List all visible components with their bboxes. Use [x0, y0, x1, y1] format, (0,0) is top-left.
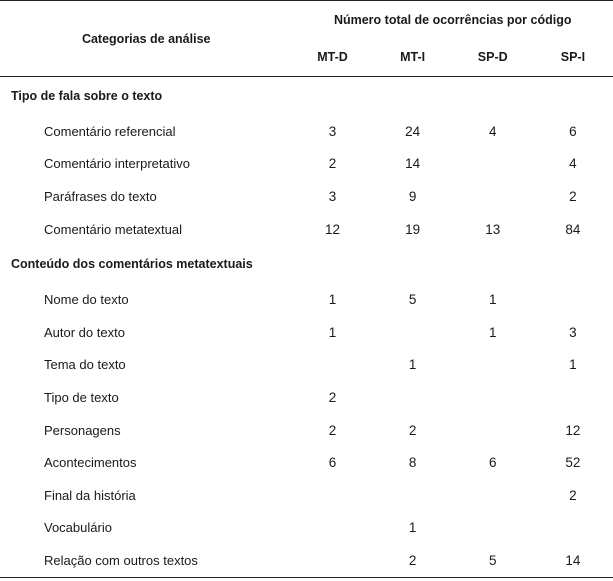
cell-mt-i: 5 — [408, 292, 417, 308]
cell-mt-d — [292, 349, 372, 382]
cell-sp-d: 4 — [488, 123, 497, 139]
row-label: Autor do texto — [44, 324, 125, 340]
table-row — [0, 316, 613, 349]
cell-mt-d — [292, 512, 372, 545]
cell-sp-i — [533, 512, 613, 545]
cell-mt-i — [373, 316, 453, 349]
cell-sp-d — [453, 349, 533, 382]
cell-mt-d — [292, 544, 372, 577]
table-row — [0, 414, 613, 447]
section-row — [0, 245, 613, 283]
row-label: Acontecimentos — [44, 455, 137, 471]
cell-sp-d: 1 — [488, 324, 497, 340]
header-code-sp-i: SP-I — [533, 38, 613, 77]
table-row — [0, 213, 613, 246]
table-row — [0, 512, 613, 545]
row-label: Personagens — [44, 422, 121, 438]
cell-mt-i: 8 — [408, 455, 417, 471]
cell-sp-i: 2 — [569, 487, 577, 503]
cell-mt-d: 1 — [328, 292, 337, 308]
table-row — [0, 446, 613, 479]
section-title: Tipo de fala sobre o texto — [11, 89, 163, 103]
table-row — [0, 180, 613, 213]
cell-mt-d: 2 — [328, 389, 337, 405]
cell-sp-d: 1 — [488, 292, 497, 308]
cell-sp-i: 4 — [569, 156, 577, 172]
header-category: Categorias de análise — [0, 1, 292, 77]
cell-sp-i: 12 — [565, 422, 581, 438]
cell-mt-d: 1 — [328, 324, 337, 340]
header-code-mt-d: MT-D — [292, 38, 372, 77]
table-row — [0, 283, 613, 316]
cell-mt-d: 3 — [328, 188, 337, 204]
cell-mt-d: 6 — [328, 455, 337, 471]
section-title: Conteúdo dos comentários metatextuais — [11, 257, 253, 272]
row-label: Comentário referencial — [44, 123, 176, 139]
row-label: Tema do texto — [44, 357, 126, 373]
header-group: Número total de ocorrências por código — [333, 13, 572, 27]
cell-sp-d — [453, 148, 533, 181]
cell-sp-i: 14 — [565, 552, 581, 568]
cell-sp-d — [453, 414, 533, 447]
header-row-group — [0, 1, 613, 39]
cell-sp-i: 84 — [565, 221, 581, 237]
table-row — [0, 544, 613, 577]
cell-mt-d: 3 — [328, 123, 337, 139]
cell-mt-i: 2 — [408, 552, 417, 568]
row-label: Comentário metatextual — [44, 221, 183, 237]
cell-mt-i: 1 — [408, 520, 417, 536]
row-label: Nome do texto — [44, 292, 129, 308]
cell-sp-d: 13 — [485, 221, 501, 237]
cell-mt-d — [292, 479, 372, 512]
cell-sp-i: 1 — [569, 357, 577, 373]
row-label: Relação com outros textos — [44, 552, 198, 568]
cell-mt-i: 24 — [405, 123, 421, 139]
section-row — [0, 77, 613, 116]
row-label: Comentário interpretativo — [44, 156, 190, 172]
cell-sp-i — [533, 283, 613, 316]
cell-mt-d: 2 — [328, 156, 337, 172]
cell-sp-i: 6 — [569, 123, 577, 139]
cell-sp-i — [533, 381, 613, 414]
cell-mt-i: 1 — [408, 357, 417, 373]
table-row — [0, 115, 613, 148]
cell-sp-i: 52 — [565, 455, 581, 471]
cell-mt-d: 2 — [328, 422, 337, 438]
cell-sp-d — [453, 479, 533, 512]
cell-sp-i: 3 — [569, 324, 577, 340]
table-row — [0, 349, 613, 382]
table-row — [0, 479, 613, 512]
cell-mt-i: 2 — [408, 422, 417, 438]
cell-mt-i — [373, 479, 453, 512]
cell-mt-i — [373, 381, 453, 414]
cell-mt-i: 19 — [405, 221, 421, 237]
row-label: Paráfrases do texto — [44, 188, 157, 204]
cell-sp-d — [453, 180, 533, 213]
table-body — [0, 77, 613, 578]
cell-sp-i: 2 — [569, 188, 577, 204]
table-row — [0, 148, 613, 181]
row-label: Tipo de texto — [44, 389, 119, 405]
row-label: Vocabulário — [44, 520, 112, 536]
cell-sp-d: 5 — [488, 552, 497, 568]
cell-sp-d — [453, 381, 533, 414]
header-code-mt-i: MT-I — [373, 38, 453, 77]
cell-mt-i: 14 — [405, 156, 421, 172]
table-header — [0, 1, 613, 77]
table-row — [0, 381, 613, 414]
cell-sp-d — [453, 512, 533, 545]
row-label: Final da história — [44, 487, 136, 503]
header-code-sp-d: SP-D — [453, 38, 533, 77]
cell-sp-d: 6 — [488, 455, 497, 471]
cell-mt-i: 9 — [408, 188, 417, 204]
cell-mt-d: 12 — [324, 221, 341, 237]
